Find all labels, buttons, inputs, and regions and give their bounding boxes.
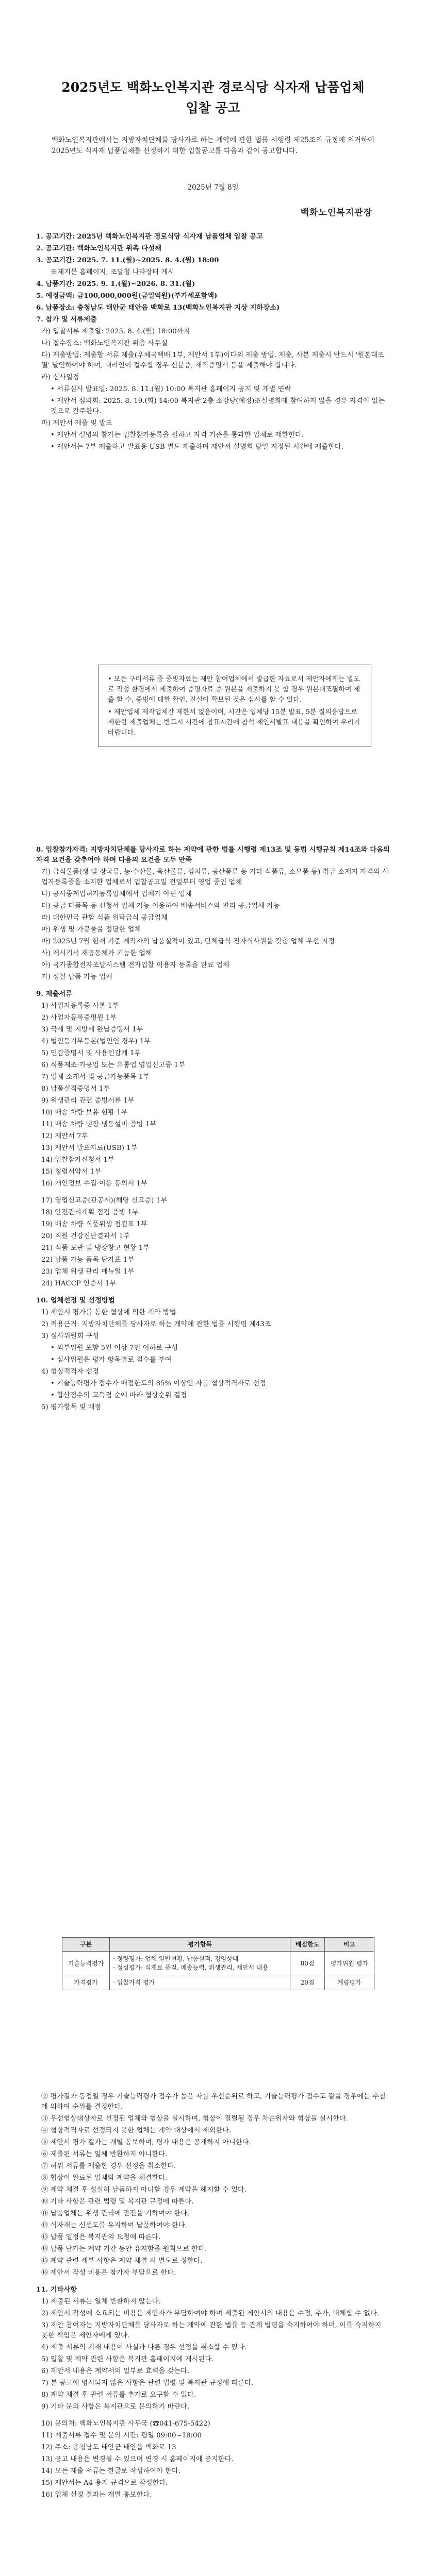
section-line: 1) 사업자등록증 사본 1부 [41, 1002, 119, 1010]
section-line: 다) 제출방법: 제출할 서류 제출(우체국택배 1부, 제안서 1부)이다외 제출 방법. 제출, 사본 제출시 반드시 '원본대조필' 날인하여야 하며, 대리인이 접수할 경우 신분증, 재직증명서 등을 제출해야 합니다. [41, 351, 384, 369]
section-block-a [36, 232, 390, 454]
items-cell [110, 1952, 290, 1975]
section-line: • 기술능력평가 점수가 배점한도의 85% 이상인 자를 협상적격자로 선정 [51, 1380, 267, 1387]
section-line: 마) 위생 및 가공물을 정당한 업체 [41, 926, 141, 934]
spacer [36, 984, 390, 989]
announcement-date: 2025년 7월 8일 [187, 183, 239, 192]
spacer [36, 2414, 390, 2419]
notice-box [98, 665, 371, 747]
section-line: 가) 입찰서류 제출일: 2025. 8. 4.(월) 18:00까지 [41, 328, 190, 335]
section-line: 24) HACCP 인증서 1부 [41, 1280, 117, 1287]
section-line: 1) 제안서 평가를 통한 협상에 의한 계약 방법 [41, 1309, 176, 1316]
section-line: 3) 국세 및 지방세 완납증명서 1부 [41, 1026, 143, 1033]
section-heading: 3. 공고기간: 2025. 7. 11.(월)~2025. 8. 4.(월) 18:00 [36, 257, 219, 264]
section-block-b [36, 845, 390, 1414]
section-heading: 1. 공고기간: 2025년 백화노인복지관 경로식당 식자재 납품업체 입찰 공고 [36, 233, 263, 241]
section-line: 18) 안전관리계획 점검 증빙 1부 [41, 1209, 139, 1216]
section-line: 13) 공고 내용은 변경될 수 있으며 변경 시 홈페이지에 공지한다. [41, 2455, 234, 2463]
section-line: 7) 본 공고에 명시되지 않은 사항은 관련 법령 및 복지관 규정에 따른다. [41, 2379, 254, 2387]
section-heading: 5. 예정금액: 금100,000,000원(금일억원)(부가세포함액) [36, 292, 218, 300]
section-line: ⑬ 납품 일정은 복지관의 요청에 따른다. [41, 2233, 161, 2241]
section-line: 11) 배송 차량 냉장·냉동설비 증빙 1부 [41, 1121, 156, 1128]
category-cell: 기술능력평가 [62, 1952, 110, 1975]
section-line: 8) 납품실적증명서 1부 [41, 1085, 110, 1093]
table-header-cell: 구분 [62, 1938, 110, 1952]
table-header-cell: 평가항목 [110, 1938, 290, 1952]
section-line: • 서류심사 발표일: 2025. 8. 11.(월) 10:00 복지관 홈페이지 공지 및 개별 연락 [51, 385, 291, 393]
section-line: 15) 제안서는 A4 용지 규격으로 작성한다. [41, 2479, 168, 2487]
table-row [62, 1952, 374, 1975]
section-line: 14) 입찰참가신청서 1부 [41, 1156, 114, 1164]
section-line: ※제지문 홈페이지, 조달청 나라장터 게시 [51, 268, 174, 276]
section-line: 나) 공사중계업허가등록업체에서 업체가 아닌 업체 [41, 890, 192, 898]
section-line: 6) 식품제조·가공업 또는 유통업 영업신고증 1부 [41, 1061, 185, 1069]
score-cell: 20점 [290, 1975, 324, 1990]
section-heading: 8. 입찰참가자격: 지방자치단체를 당사자로 하는 계약에 관한 법률 시행령 제13조 및 동법 시행규칙 제14조와 다음의 자격 요건을 갖추어야 하며 다음의 요건을 모두 만족 [36, 846, 390, 864]
notice-line: • 모든 구비서류 중 증빙자료는 제안 참여업체에서 발급한 자료로서 제안자에게는 별도로 작성 환경에서 제출하여 증명자료 중 원본을 제출하지 못 할 경우 원본대조필하여 제출 할 수, 증빙에 대한 확인, 진실이 확보된 것은 심사를 할 수 있다. [108, 675, 361, 704]
section-line: 7) 업체 소개서 및 공급가능품목 1부 [41, 1073, 150, 1081]
section-line: ⑤ 제안서 평가 결과는 개별 통보하며, 평가 내용은 공개하지 아니한다. [41, 2139, 251, 2146]
item-line: · 정량평가: 업체 일반현황, 납품실적, 경영상태 [113, 1955, 239, 1962]
section-line: 10) 배송 차량 보유 현황 1부 [41, 1109, 128, 1116]
section-line: 2) 적용근거: 지방자치단체를 당사자로 하는 계약에 관한 법률 시행령 제43조 [41, 1320, 271, 1328]
section-line: ⑦ 허위 서류를 제출한 경우 선정을 취소한다. [41, 2162, 176, 2170]
section-line: 3) 심사위원회 구성 [41, 1332, 100, 1340]
section-line: 10) 문의처: 백화노인복지관 사무국 (☎041-675-5422) [41, 2420, 210, 2428]
section-line: 다) 공급 다품목 등 신청서 업체 가능 이용하여 배송서비스와 편리 공급업체 가능 [41, 902, 280, 910]
section-line: ⑨ 계약 체결 후 성실히 납품하지 아니할 경우 계약을 해지할 수 있다. [41, 2186, 247, 2194]
note-cell: 계량평가 [324, 1975, 374, 1990]
section-line: 21) 식품 보관 및 냉장창고 현황 1부 [41, 1244, 150, 1252]
section-line: ⑮ 계약 관련 세부 사항은 계약 체결 시 별도로 정한다. [41, 2257, 203, 2265]
title-line: 2025년도 백화노인복지관 경로식당 식자재 납품업체 [61, 80, 365, 95]
section-line: 4) 법인등기부등본(법인인 경우) 1부 [41, 1038, 151, 1045]
section-line: 5) 평가항목 및 배점 [41, 1403, 102, 1411]
section-line: ⑧ 협상이 완료된 업체와 계약을 체결한다. [41, 2174, 168, 2182]
score-cell: 80점 [290, 1952, 324, 1975]
section-line: • 제안서는 7부 제출하고 발표용 USB 별도 제출하며 제안서 설명회 당일 지정된 시간에 제출한다. [51, 443, 343, 451]
item-line: · 입찰가격 평가 [113, 1979, 155, 1986]
section-line: 5) 인감증명서 및 사용인감계 1부 [41, 1049, 141, 1057]
page-title [0, 77, 426, 118]
section-line: 5) 입찰 및 계약 관련 사항은 복지관 홈페이지에 게시된다. [41, 2355, 214, 2363]
section-line: 3) 제안 참여자는 지방자치단체를 당사자로 하는 계약에 관한 법률 등 관계 법령을 숙지하여야 하며, 이를 숙지하지 못한 책임은 제안자에게 있다. [41, 2321, 382, 2340]
table-header-cell: 배점한도 [290, 1938, 324, 1952]
section-line: 사) 제시기서 재공동체가 기능한 업체 [41, 950, 152, 957]
organization-signature: 백화노인복지관장 [300, 208, 372, 218]
section-line: ⑥ 제출된 서류는 일체 반환하지 아니한다. [41, 2150, 168, 2158]
section-line: • 심사위원은 평가 항목별로 점수를 부여 [51, 1356, 172, 1364]
section-heading: 4. 납품기간: 2025. 9. 1.(월)~2026. 8. 31.(월) [36, 280, 195, 288]
section-line: 16) 업체 선정 결과는 개별 통보한다. [41, 2491, 152, 2499]
spacer [36, 2280, 390, 2285]
section-line: 19) 배송 차량 식품위생 점검표 1부 [41, 1221, 148, 1228]
section-line: • 제안서 설명의 참가는 입찰참가등록을 필하고 자격 기준을 통과한 업체로 제한한다. [51, 431, 304, 439]
section-line: ⑭ 납품 단가는 계약 기간 동안 유지함을 원칙으로 한다. [41, 2245, 207, 2253]
section-line: 2) 사업자등록증명원 1부 [41, 1014, 117, 1022]
section-line: 나) 접수장소: 백화노인복지관 위층 사무실 [41, 340, 168, 347]
table-header-row [62, 1938, 374, 1952]
items-cell [110, 1975, 290, 1990]
section-heading: 2. 공고기관: 백화노인복지관 위촉 다섯째 [36, 245, 161, 252]
section-line: ⑪ 납품업체는 위생 관리에 만전을 기하여야 한다. [41, 2210, 189, 2217]
intro-paragraph: 백화노인복지관에서는 지방자치단체를 당사자로 하는 계약에 관한 법률 시행령 제25조의 규정에 의거하여 2025년도 식자재 납품업체를 선정하기 위한 입찰공고를 다음과 같이 공고합니다. [52, 136, 374, 155]
section-line: • 합산점수의 고득점 순에 따라 협상순위 결정 [51, 1392, 187, 1399]
section-line: • 외부위원 포함 5인 이상 7인 이하로 구성 [51, 1344, 178, 1352]
section-block-c [36, 2092, 390, 2502]
spacer [36, 1291, 390, 1296]
table-header-cell: 비고 [324, 1938, 374, 1952]
section-line: 15) 청렴서약서 1부 [41, 1168, 102, 1176]
section-heading: 6. 납품장소: 충청남도 태안군 태안읍 백화로 13(백화노인복지관 지상 지하장소) [36, 304, 280, 312]
section-line: 라) 대한민국 관할 식품 위탁급식 공급업체 [41, 914, 168, 922]
section-line: ③ 우선협상대상자로 선정된 업체와 협상을 실시하며, 협상이 결렬될 경우 차순위자와 협상을 실시한다. [41, 2115, 348, 2123]
section-line: 아) 국가종합전자조달시스템 전자입찰 이용자 등록을 완료 업체 [41, 961, 230, 969]
section-line: 23) 업체 위생 관리 매뉴얼 1부 [41, 1268, 135, 1276]
section-line: 8) 계약 체결 후 관련 서류를 추가로 요구할 수 있다. [41, 2391, 196, 2399]
section-line: 가) 급식물품(생 및 장국류, 농·수산물, 육산물류, 김치류, 공산품류 등 기타 식품류, 소모품 등) 취급 소재지 자격의 사업자등록증을 소지한 업체로서 입찰공고일 전일부터 영업 중인 업체 [41, 868, 389, 886]
section-line: 마) 제안서 제출 및 발표 [41, 419, 112, 427]
section-line: 17) 영업신고증(관공서)(해당 신고증) 1부 [41, 1197, 167, 1205]
section-line: 2) 제안서 작성에 소요되는 비용은 제안자가 부담하여야 하며 제출된 제안서의 내용은 수정, 추가, 대체할 수 없다. [41, 2310, 379, 2317]
section-line: 라) 심사일정 [41, 374, 79, 381]
title-line: 입찰 공고 [186, 100, 240, 115]
notice-line: • 제안업체 제작업체간 제한서 없음이며, 시간은 업체당 15분 발표, 5분 질의응답으로 제한함 제출업체는 반드시 시간에 참표시간에 참석 제안서발표 내용을 확인하여 우리기 바랍니다. [108, 708, 361, 737]
section-line: ④ 협상적격자로 선정되지 못한 업체는 계약 대상에서 제외한다. [41, 2127, 232, 2134]
note-cell: 평가위원 평가 [324, 1952, 374, 1975]
section-line: ② 평가결과 동점일 경우 기술능력평가 점수가 높은 자를 우선순위로 하고, 기술능력평가 점수도 같을 경우에는 추첨에 의하여 순위를 결정한다. [41, 2093, 386, 2111]
section-line: 9) 기타 문의 사항은 복지관으로 문의하기 바란다. [41, 2403, 190, 2411]
section-line: 16) 개인정보 수집·이용 동의서 1부 [41, 1180, 148, 1188]
item-line: · 정성평가: 식재료 품질, 배송능력, 위생관리, 제안서 내용 [113, 1964, 269, 1971]
section-heading: 10. 업체선정 및 선정방법 [36, 1297, 115, 1304]
section-line: 1) 제출된 서류는 일체 반환하지 않는다. [41, 2298, 161, 2306]
section-line: 11) 제출서류 접수 및 문의 시간: 평일 09:00~18:00 [41, 2432, 202, 2439]
section-line: ⑯ 제안서 작성 비용은 참가자 부담으로 한다. [41, 2269, 176, 2277]
section-line: 6) 제안서 내용은 계약서의 일부로 효력을 갖는다. [41, 2367, 190, 2375]
section-line: 12) 주소: 충청남도 태안군 태안읍 백화로 13 [41, 2444, 176, 2451]
section-line: 자) 성실 납품 가능 업체 [41, 973, 112, 981]
section-line: 4) 제출 서류의 기재 내용이 사실과 다른 경우 선정을 취소할 수 있다. [41, 2344, 247, 2351]
section-heading: 11. 기타사항 [36, 2286, 77, 2294]
section-line: 12) 제안서 7부 [41, 1132, 88, 1140]
section-line: 13) 제안서 발표자료(USB) 1부 [41, 1144, 138, 1152]
section-line: 4) 협상적격자 선정 [41, 1368, 100, 1376]
evaluation-table [62, 1937, 374, 1990]
section-line: 9) 위생관리 관련 증빙서류 1부 [41, 1097, 135, 1105]
section-line: ⑩ 기타 사항은 관련 법령 및 복지관 규정에 따른다. [41, 2198, 194, 2206]
section-line: 20) 직원 건강진단결과서 1부 [41, 1232, 130, 1240]
section-line: 22) 납품 가능 품목 단가표 1부 [41, 1256, 135, 1264]
section-line: 바) 2025년 7월 현재 기준 제작자의 납품실적이 있고, 단체급식 전자식사원을 갖춘 업체 우선 지정 [41, 938, 335, 945]
section-line: ⑫ 식자재는 신선도를 유지하여 납품하여야 한다. [41, 2222, 187, 2229]
category-cell: 가격평가 [62, 1975, 110, 1990]
section-heading: 7. 참가 및 서류제출 [36, 316, 97, 324]
table-row [62, 1975, 374, 1990]
spacer [36, 1191, 390, 1196]
section-line: 14) 모든 제출 서류는 한글로 작성하여야 한다. [41, 2467, 181, 2475]
section-line: • 제안서 심의회: 2025. 8. 19.(화) 14:00 복지관 2층 소강당(예정)※설명회에 참여하지 않을 경우 자격이 없는 것으로 간주한다. [51, 397, 385, 415]
section-heading: 9. 제출서류 [36, 990, 72, 998]
